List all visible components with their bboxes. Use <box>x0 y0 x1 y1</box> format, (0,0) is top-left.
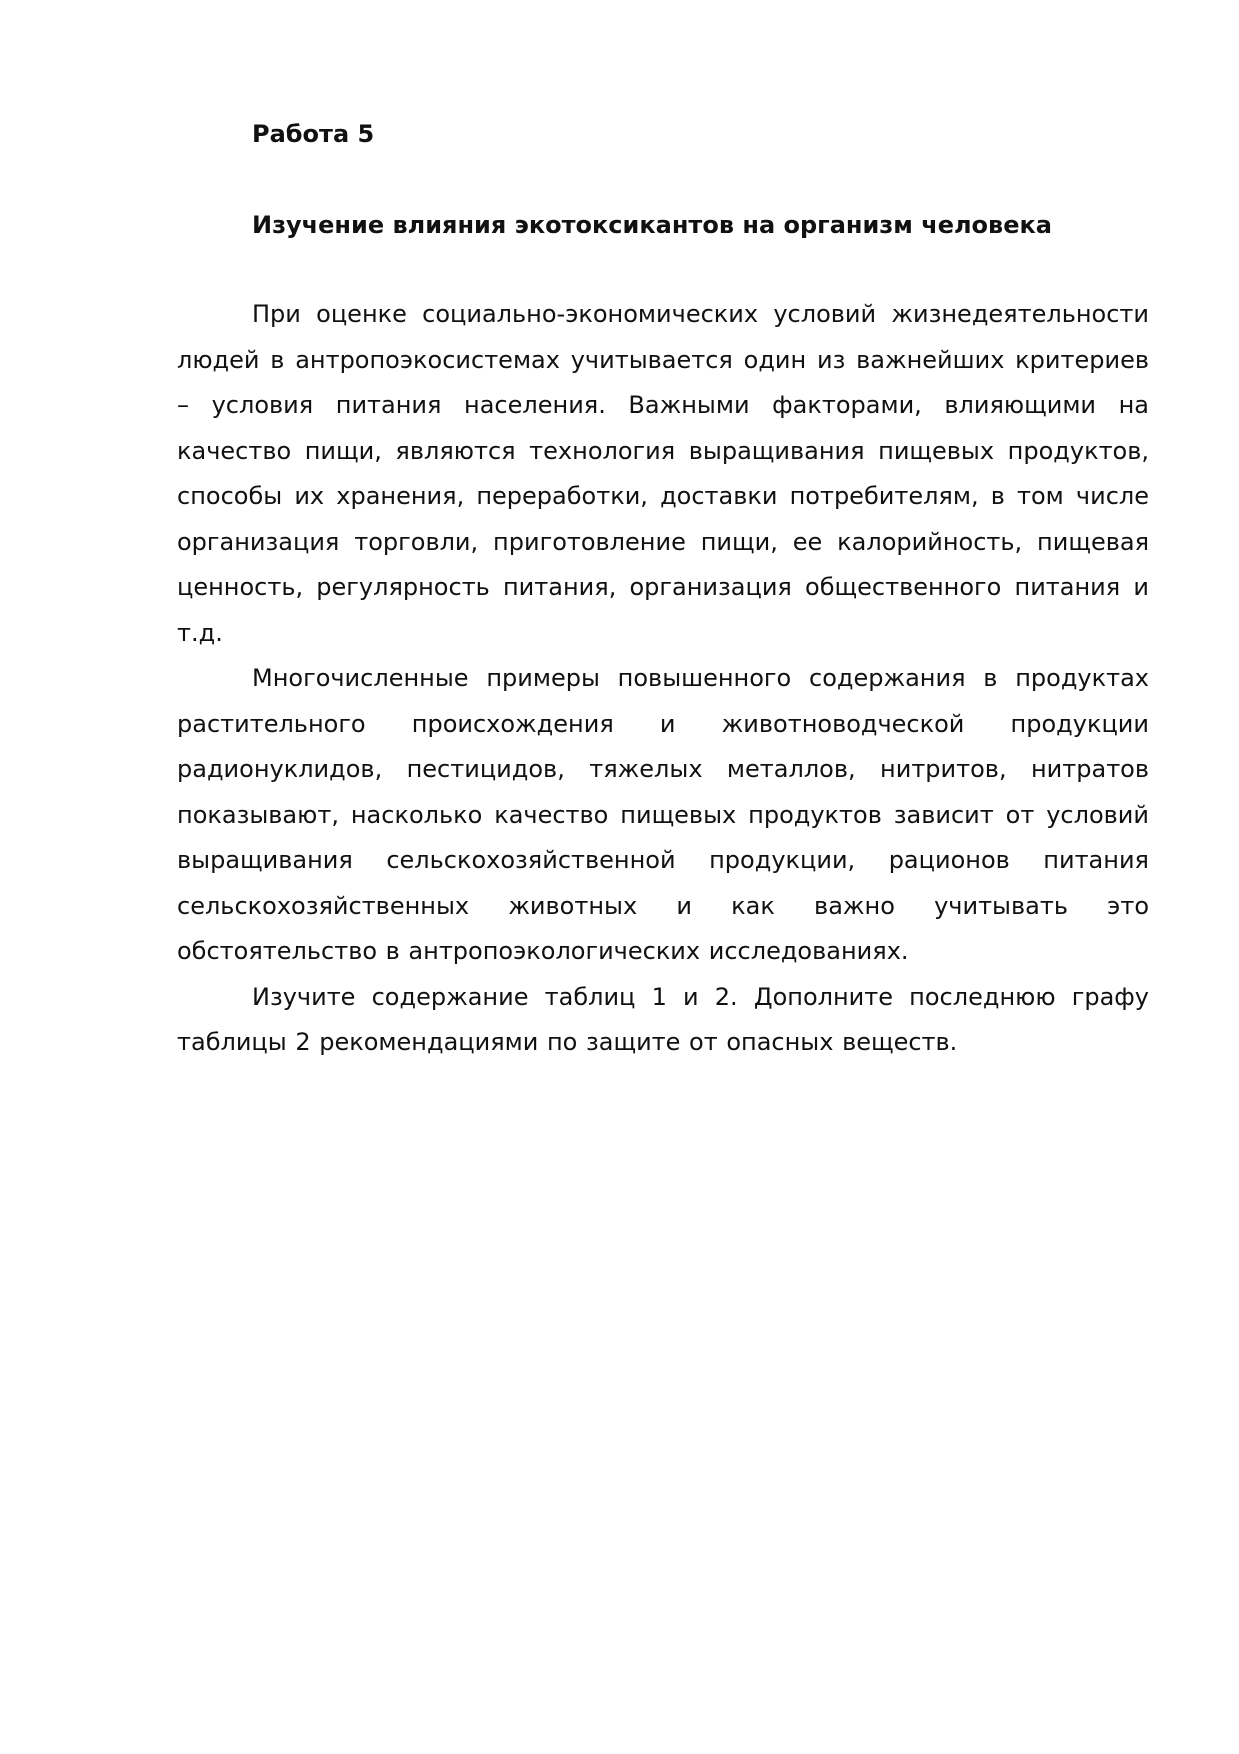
work-title: Работа 5 <box>252 120 375 148</box>
paragraph-contaminants-examples: Многочисленные примеры повышенного содержания в продуктах растительного происхождения и животноводческой продукции радионуклидов, пестицидов, тяжелых металлов, нитритов, нитратов показывают, насколько качество пищевых продуктов зависит от условий выращивания сельскохозяйственной продукции, рационов питания сельскохозяйственных животных и как важно учитывать это обстоятельство в антропоэкологических исследованиях. <box>177 664 1149 965</box>
paragraph-task-instructions: Изучите содержание таблиц 1 и 2. Дополните последнюю графу таблицы 2 рекомендациями по защите от опасных веществ. <box>177 982 1149 1056</box>
paragraph-nutrition-conditions: При оценке социально-экономических условий жизнедеятельности людей в антропоэкосистемах учитывается один из важнейших критериев – условия питания населения. Важными факторами, влияющими на качество пищи, являются технология выращивания пищевых продуктов, способы их хранения, переработки, доставки потребителям, в том числе организация торговли, приготовление пищи, ее калорийность, пищевая ценность, регулярность питания, организация общественного питания и т.д. <box>177 300 1149 647</box>
document-content <box>177 114 1149 1066</box>
section-title: Изучение влияния экотоксикантов на организм человека <box>252 211 1052 239</box>
